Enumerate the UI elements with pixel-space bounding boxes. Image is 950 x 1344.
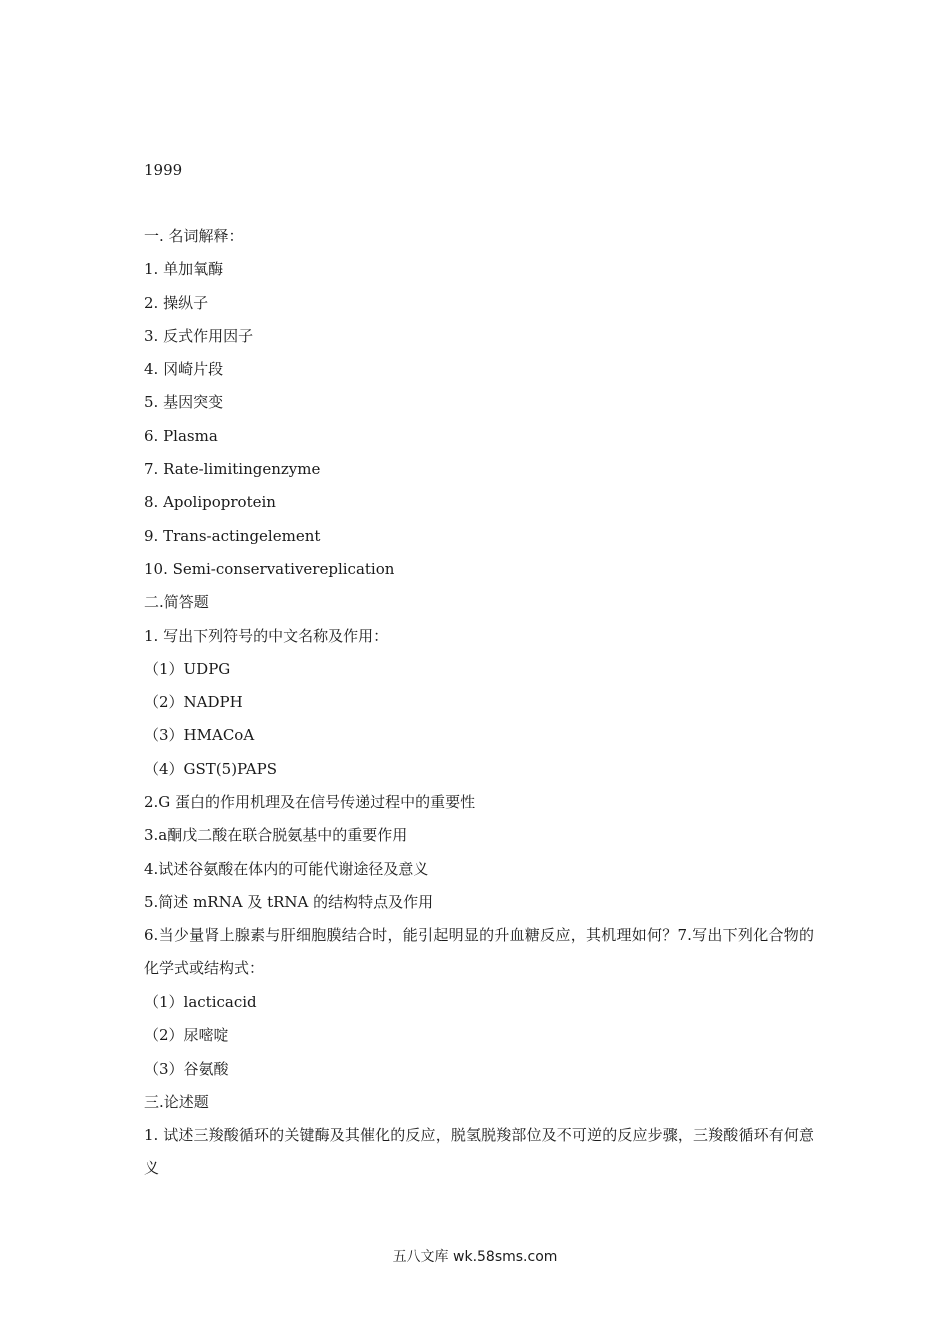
list-item: 3. 反式作用因子 [144, 326, 254, 345]
list-item: 1. 单加氧酶 [144, 260, 224, 279]
list-item: 4. 冈崎片段 [144, 360, 224, 379]
section-heading-essay: 三.论述题 [144, 1092, 209, 1111]
section-heading-short-answer: 二.简答题 [144, 593, 209, 612]
list-item: 5.简述 mRNA 及 tRNA 的结构特点及作用 [144, 892, 434, 911]
list-item: 5. 基因突变 [144, 393, 224, 412]
list-item: 8. Apolipoprotein [144, 493, 276, 512]
document-body [144, 226, 814, 1192]
list-item: 4.试述谷氨酸在体内的可能代谢途径及意义 [144, 859, 429, 878]
list-item: 2. 操纵子 [144, 293, 209, 312]
list-item: 1. 写出下列符号的中文名称及作用： [144, 626, 389, 645]
list-item: 10. Semi-conservativereplication [144, 559, 395, 578]
list-item: （2）NADPH [144, 693, 243, 712]
footer-watermark: 五八文库 wk.58sms.com [392, 1249, 558, 1265]
section-heading-terms: 一. 名词解释： [144, 227, 244, 245]
list-item: （3）HMACoA [144, 726, 255, 745]
list-item: 9. Trans-actingelement [144, 526, 321, 545]
list-item: （3）谷氨酸 [144, 1059, 229, 1078]
document-year: 1999 [144, 161, 183, 179]
list-item: 6.当少量肾上腺素与肝细胞膜结合时，能引起明显的升血糖反应，其机理如何？7.写出下列化合物的化学式或结构式： [144, 925, 814, 977]
list-item: 6. Plasma [144, 426, 218, 445]
list-item: （1）lacticacid [144, 992, 257, 1011]
list-item: （1）UDPG [144, 659, 231, 678]
list-item: 2.G 蛋白的作用机理及在信号传递过程中的重要性 [144, 793, 476, 812]
list-item: （4）GST(5)PAPS [144, 759, 277, 778]
list-item: 1. 试述三羧酸循环的关键酶及其催化的反应，脱氢脱羧部位及不可逆的反应步骤，三羧酸循环有何意义 [144, 1125, 814, 1177]
list-item: 7. Rate-limitingenzyme [144, 460, 321, 479]
list-item: 3.a酮戊二酸在联合脱氨基中的重要作用 [144, 826, 408, 845]
list-item: （2）尿嘧啶 [144, 1026, 229, 1045]
